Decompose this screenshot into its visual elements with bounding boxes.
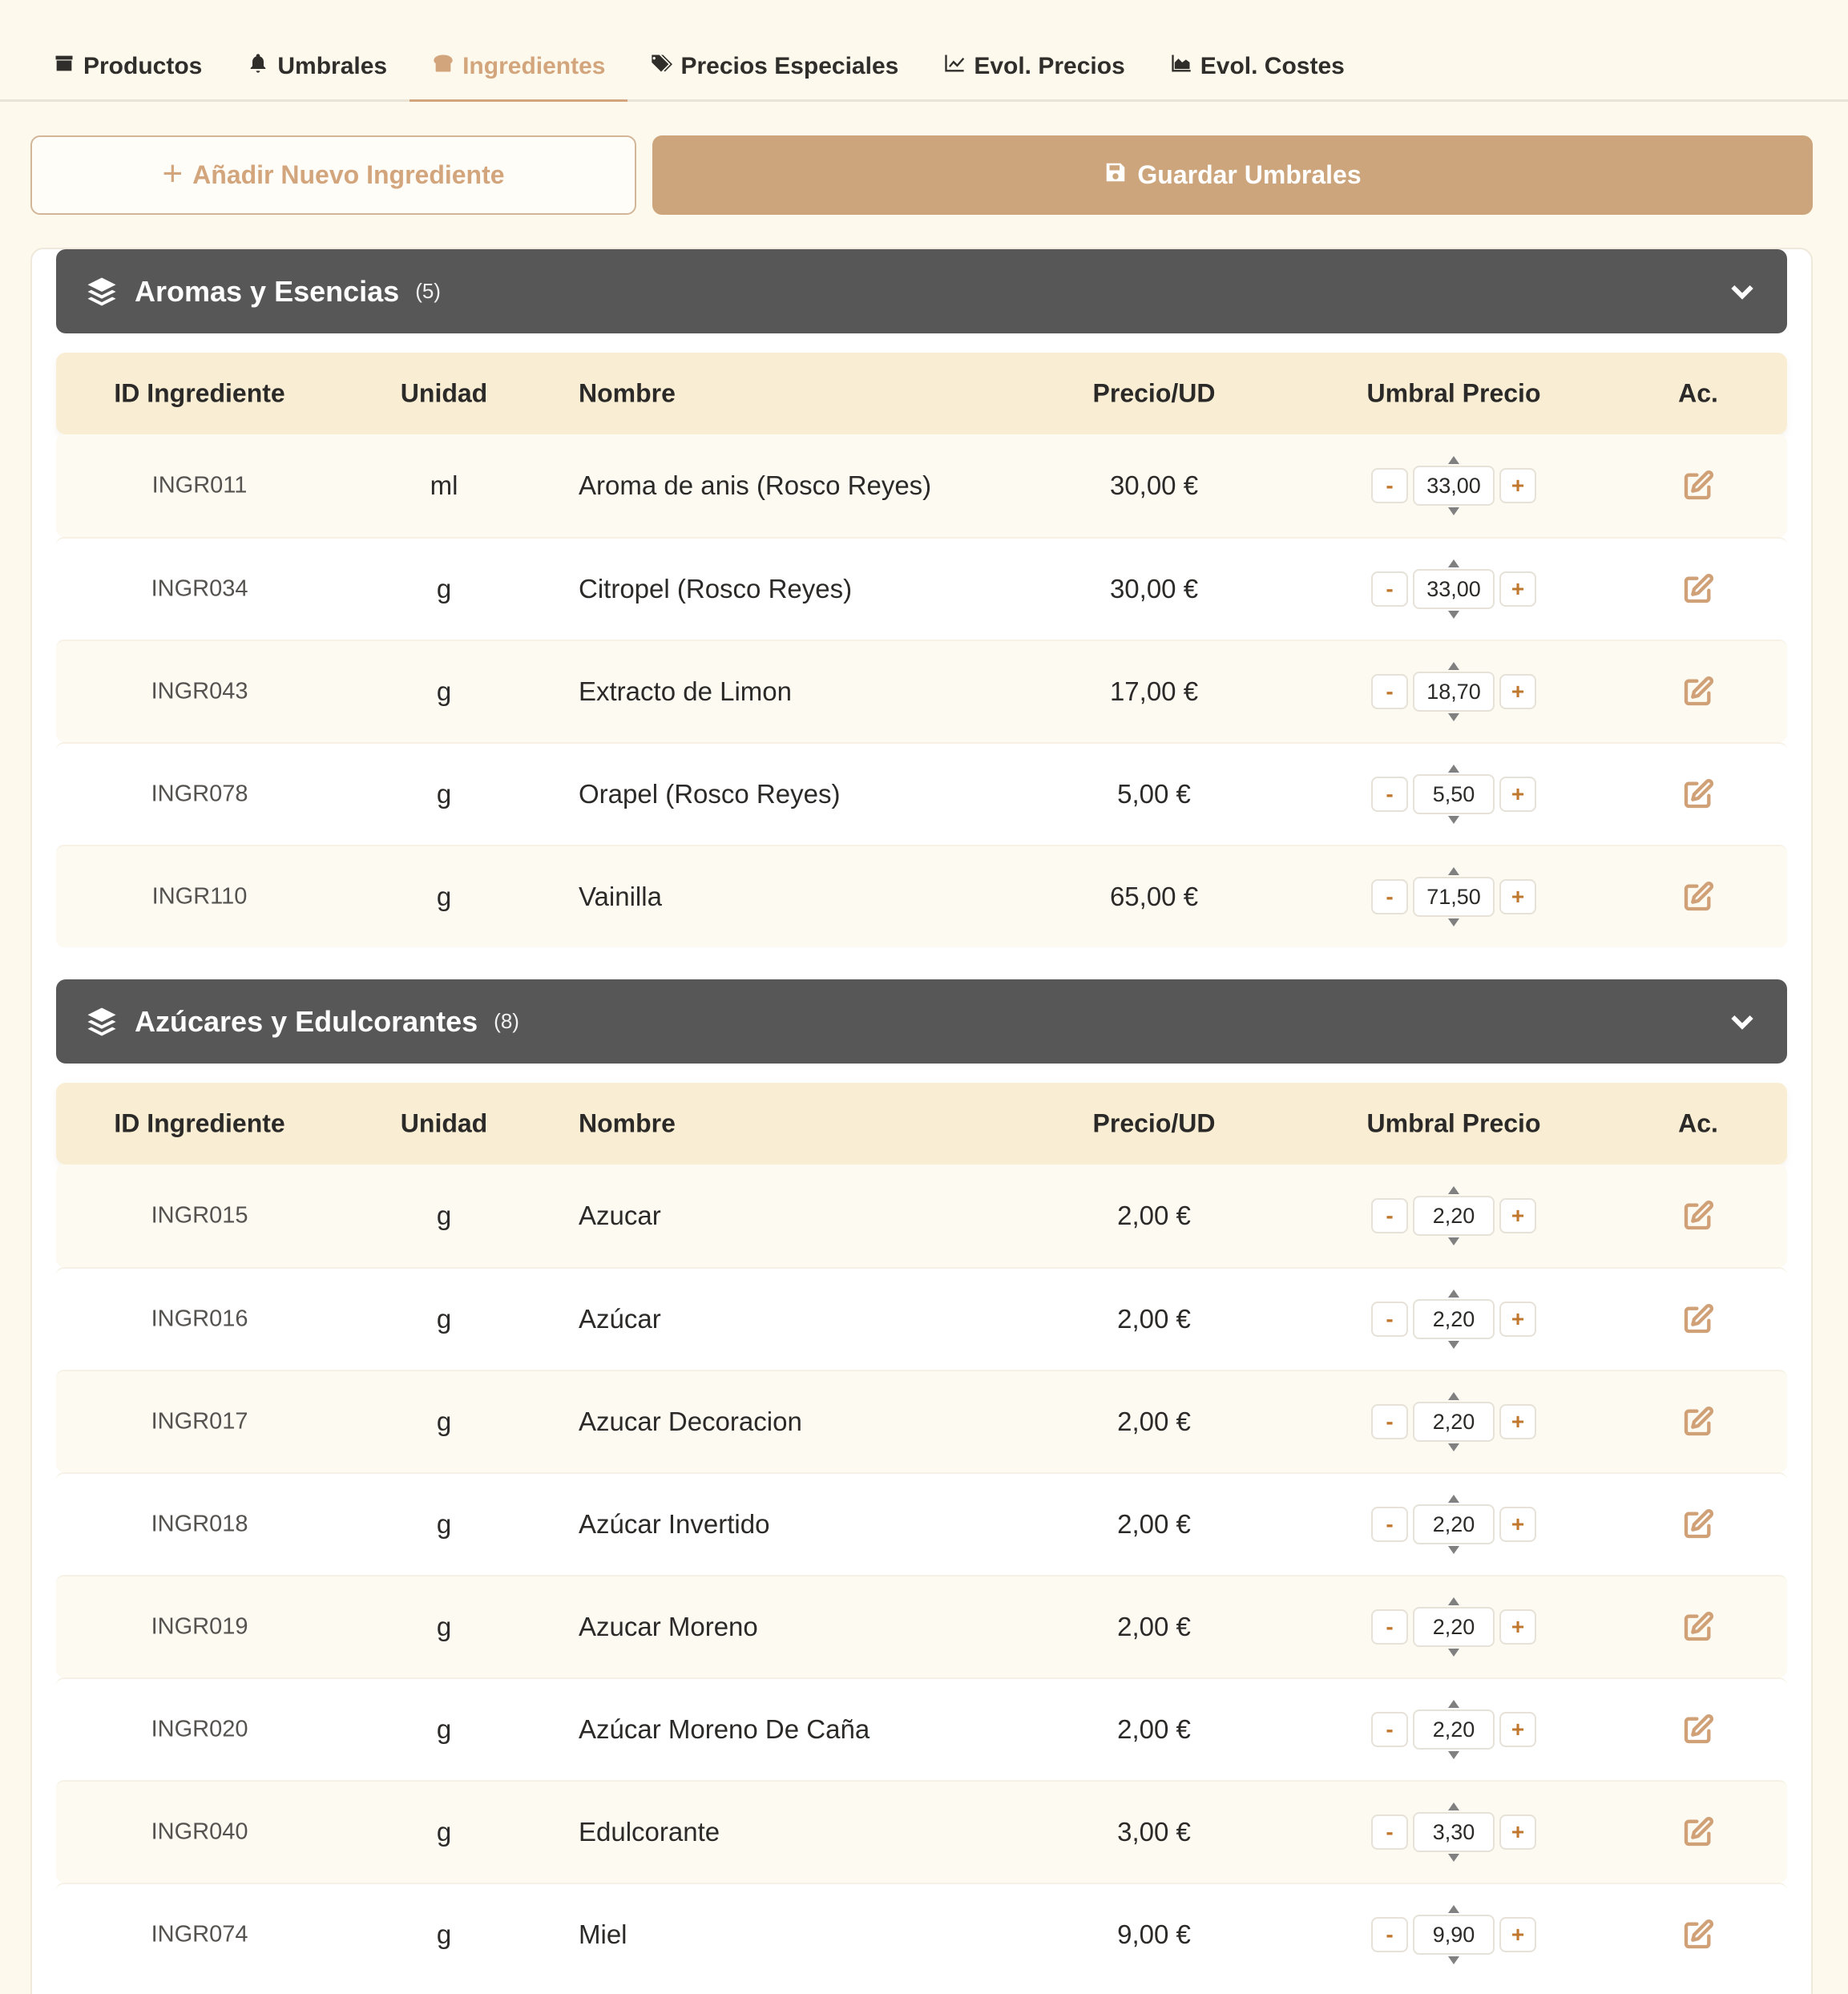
ingredient-name: Azucar Moreno bbox=[579, 1612, 758, 1641]
table-row: INGR078 g Orapel (Rosco Reyes) 5,00 € - 5,50 + bbox=[56, 742, 1787, 845]
spin-up-icon[interactable] bbox=[1448, 1905, 1459, 1913]
threshold-input[interactable] bbox=[1413, 1402, 1495, 1442]
tags-icon bbox=[650, 52, 672, 81]
threshold-input[interactable] bbox=[1413, 1196, 1495, 1236]
edit-icon bbox=[1682, 573, 1714, 605]
table-row: INGR015 g Azucar 2,00 € - 2,20 + bbox=[56, 1165, 1787, 1267]
spin-down-icon[interactable] bbox=[1448, 1751, 1459, 1759]
threshold-input[interactable] bbox=[1413, 1607, 1495, 1647]
ingredient-name: Citropel (Rosco Reyes) bbox=[579, 574, 853, 603]
increment-button[interactable]: + bbox=[1499, 879, 1536, 914]
add-ingredient-button[interactable] bbox=[30, 135, 636, 215]
spin-down-icon[interactable] bbox=[1448, 1341, 1459, 1349]
add-ingredient-label: Añadir Nuevo Ingrediente bbox=[192, 160, 505, 189]
spin-up-icon[interactable] bbox=[1448, 662, 1459, 670]
threshold-input[interactable] bbox=[1413, 672, 1495, 712]
increment-button[interactable]: + bbox=[1499, 1609, 1536, 1645]
increment-button[interactable]: + bbox=[1499, 468, 1536, 503]
table-row: INGR016 g Azúcar 2,00 € - 2,20 + bbox=[56, 1267, 1787, 1370]
table-row: INGR074 g Miel 9,00 € - 9,90 + bbox=[56, 1883, 1787, 1985]
table-row: INGR040 g Edulcorante 3,00 € - 3,30 + bbox=[56, 1780, 1787, 1883]
tab-label: Productos bbox=[83, 53, 203, 79]
spin-down-icon[interactable] bbox=[1448, 1854, 1459, 1862]
table-header: ID Ingrediente Unidad Nombre Precio/UD Umbral Precio Ac. bbox=[56, 1083, 1787, 1165]
col-name: Nombre bbox=[579, 1108, 676, 1138]
threshold-input[interactable] bbox=[1413, 774, 1495, 814]
edit-icon bbox=[1682, 1919, 1714, 1951]
increment-button[interactable]: + bbox=[1499, 1198, 1536, 1233]
layers-icon bbox=[85, 1005, 119, 1039]
increment-button[interactable]: + bbox=[1499, 571, 1536, 607]
edit-icon bbox=[1682, 1816, 1714, 1848]
chevron-down-icon[interactable] bbox=[1726, 275, 1758, 307]
edit-icon bbox=[1682, 1406, 1714, 1438]
table-header: ID Ingrediente Unidad Nombre Precio/UD Umbral Precio Ac. bbox=[56, 353, 1787, 434]
increment-button[interactable]: + bbox=[1499, 1404, 1536, 1439]
increment-button[interactable]: + bbox=[1499, 1712, 1536, 1747]
edit-icon bbox=[1682, 676, 1714, 708]
decrement-button[interactable]: - bbox=[1371, 571, 1408, 607]
threshold-input[interactable] bbox=[1413, 877, 1495, 917]
category-header[interactable] bbox=[56, 979, 1787, 1064]
category-title: Azúcares y Edulcorantes bbox=[135, 1004, 478, 1038]
table-row: INGR019 g Azucar Moreno 2,00 € - 2,20 + bbox=[56, 1575, 1787, 1677]
ingredient-name: Extracto de Limon bbox=[579, 676, 792, 706]
spin-down-icon[interactable] bbox=[1448, 1649, 1459, 1657]
table-row: INGR110 g Vainilla 65,00 € - 71,50 + bbox=[56, 845, 1787, 947]
threshold-input[interactable] bbox=[1413, 1504, 1495, 1544]
category-count: (5) bbox=[415, 279, 441, 303]
line-chart-icon bbox=[943, 52, 966, 81]
ingredient-name: Vainilla bbox=[579, 882, 662, 911]
decrement-button[interactable]: - bbox=[1371, 1712, 1408, 1747]
increment-button[interactable]: + bbox=[1499, 1917, 1536, 1952]
threshold-value: 2,20 bbox=[1432, 1512, 1475, 1536]
spin-down-icon[interactable] bbox=[1448, 713, 1459, 721]
table-row: INGR020 g Azúcar Moreno De Caña 2,00 € - 2,20 + bbox=[56, 1677, 1787, 1780]
threshold-value: 33,00 bbox=[1426, 473, 1481, 498]
category-section bbox=[56, 249, 1787, 947]
spin-up-icon[interactable] bbox=[1448, 1186, 1459, 1194]
tab-label: Ingredientes bbox=[462, 53, 606, 79]
spin-down-icon[interactable] bbox=[1448, 1443, 1459, 1451]
spin-up-icon[interactable] bbox=[1448, 1597, 1459, 1605]
edit-icon bbox=[1682, 1508, 1714, 1540]
threshold-value: 5,50 bbox=[1432, 781, 1475, 806]
save-thresholds-button[interactable] bbox=[652, 135, 1813, 215]
ingredient-name: Azúcar bbox=[579, 1304, 661, 1334]
spin-up-icon[interactable] bbox=[1448, 867, 1459, 875]
increment-button[interactable]: + bbox=[1499, 1302, 1536, 1337]
threshold-value: 3,30 bbox=[1432, 1819, 1475, 1844]
decrement-button[interactable]: - bbox=[1371, 674, 1408, 709]
table-row: INGR043 g Extracto de Limon 17,00 € - 18,70 + bbox=[56, 640, 1787, 742]
tab-label: Evol. Precios bbox=[974, 53, 1125, 79]
spin-down-icon[interactable] bbox=[1448, 1956, 1459, 1964]
increment-button[interactable]: + bbox=[1499, 1814, 1536, 1850]
ingredient-name: Edulcorante bbox=[579, 1817, 720, 1847]
edit-icon bbox=[1682, 778, 1714, 810]
decrement-button[interactable]: - bbox=[1371, 879, 1408, 914]
spin-up-icon[interactable] bbox=[1448, 456, 1459, 464]
nav-tabs bbox=[0, 0, 1848, 102]
table-row: INGR017 g Azucar Decoracion 2,00 € - 2,20 + bbox=[56, 1370, 1787, 1472]
tab-evol-precios[interactable] bbox=[921, 34, 1147, 99]
threshold-value: 2,20 bbox=[1432, 1717, 1475, 1742]
threshold-input[interactable] bbox=[1413, 1812, 1495, 1852]
table-row: INGR018 g Azúcar Invertido 2,00 € - 2,20 + bbox=[56, 1472, 1787, 1575]
layers-icon bbox=[85, 275, 119, 309]
tab-evol-costes[interactable] bbox=[1148, 34, 1367, 99]
category-header[interactable] bbox=[56, 249, 1787, 333]
ingredient-name: Azúcar Invertido bbox=[579, 1509, 770, 1539]
decrement-button[interactable]: - bbox=[1371, 1917, 1408, 1952]
tab-productos[interactable] bbox=[30, 34, 224, 99]
decrement-button[interactable]: - bbox=[1371, 1198, 1408, 1233]
tab-ingredientes[interactable] bbox=[410, 34, 627, 99]
threshold-input[interactable] bbox=[1413, 569, 1495, 609]
table-body bbox=[56, 1165, 1787, 1985]
spin-down-icon[interactable] bbox=[1448, 507, 1459, 515]
threshold-value: 18,70 bbox=[1426, 679, 1481, 704]
edit-icon bbox=[1682, 1200, 1714, 1232]
threshold-value: 2,20 bbox=[1432, 1306, 1475, 1331]
edit-icon bbox=[1682, 470, 1714, 502]
threshold-input[interactable] bbox=[1413, 1915, 1495, 1955]
threshold-input[interactable] bbox=[1413, 1299, 1495, 1339]
ingredient-name: Orapel (Rosco Reyes) bbox=[579, 779, 841, 809]
spin-up-icon[interactable] bbox=[1448, 1392, 1459, 1400]
ingredient-name: Miel bbox=[579, 1919, 627, 1949]
threshold-value: 71,50 bbox=[1426, 884, 1481, 909]
decrement-button[interactable]: - bbox=[1371, 1302, 1408, 1337]
box-icon bbox=[53, 52, 75, 81]
tab-label: Umbrales bbox=[277, 53, 388, 79]
tab-label: Precios Especiales bbox=[680, 53, 899, 79]
ingredient-name: Azucar bbox=[579, 1201, 661, 1230]
threshold-input[interactable] bbox=[1413, 1709, 1495, 1750]
tab-umbrales[interactable] bbox=[224, 34, 410, 99]
spin-down-icon[interactable] bbox=[1448, 1546, 1459, 1554]
bread-icon bbox=[432, 52, 454, 81]
area-chart-icon bbox=[1170, 52, 1192, 81]
threshold-value: 2,20 bbox=[1432, 1409, 1475, 1434]
floppy-disk-icon bbox=[1104, 160, 1128, 191]
edit-icon bbox=[1682, 1303, 1714, 1335]
decrement-button[interactable]: - bbox=[1371, 468, 1408, 503]
increment-button[interactable]: + bbox=[1499, 1507, 1536, 1542]
threshold-value: 2,20 bbox=[1432, 1614, 1475, 1639]
increment-button[interactable]: + bbox=[1499, 674, 1536, 709]
spin-up-icon[interactable] bbox=[1448, 1290, 1459, 1298]
tab-precios-especiales[interactable] bbox=[627, 34, 921, 99]
ingredient-name: Azucar Decoracion bbox=[579, 1407, 802, 1436]
spin-down-icon[interactable] bbox=[1448, 918, 1459, 926]
category-count: (8) bbox=[494, 1009, 519, 1033]
threshold-value: 9,90 bbox=[1432, 1922, 1475, 1947]
plus-icon: + bbox=[162, 153, 184, 193]
spin-up-icon[interactable] bbox=[1448, 1802, 1459, 1810]
spin-up-icon[interactable] bbox=[1448, 1495, 1459, 1503]
threshold-value: 33,00 bbox=[1426, 576, 1481, 601]
table-row: INGR034 g Citropel (Rosco Reyes) 30,00 € - 33,00 + bbox=[56, 537, 1787, 640]
decrement-button[interactable]: - bbox=[1371, 1814, 1408, 1850]
table-body bbox=[56, 434, 1787, 947]
decrement-button[interactable]: - bbox=[1371, 1404, 1408, 1439]
spin-up-icon[interactable] bbox=[1448, 559, 1459, 567]
table-row: INGR011 ml Aroma de anis (Rosco Reyes) 30,00 € - 33,00 + bbox=[56, 434, 1787, 537]
threshold-input[interactable] bbox=[1413, 466, 1495, 506]
chevron-down-icon[interactable] bbox=[1726, 1005, 1758, 1037]
edit-icon bbox=[1682, 1713, 1714, 1746]
increment-button[interactable]: + bbox=[1499, 777, 1536, 812]
ingredient-name: Azúcar Moreno De Caña bbox=[579, 1714, 870, 1744]
edit-icon bbox=[1682, 1611, 1714, 1643]
decrement-button[interactable]: - bbox=[1371, 777, 1408, 812]
category-section bbox=[56, 979, 1787, 1985]
spin-down-icon[interactable] bbox=[1448, 816, 1459, 824]
spin-down-icon[interactable] bbox=[1448, 611, 1459, 619]
save-thresholds-label: Guardar Umbrales bbox=[1137, 160, 1362, 189]
spin-up-icon[interactable] bbox=[1448, 1700, 1459, 1708]
col-name: Nombre bbox=[579, 378, 676, 408]
spin-down-icon[interactable] bbox=[1448, 1237, 1459, 1245]
spin-up-icon[interactable] bbox=[1448, 765, 1459, 773]
bell-icon bbox=[247, 52, 269, 81]
ingredient-name: Aroma de anis (Rosco Reyes) bbox=[579, 470, 932, 500]
decrement-button[interactable]: - bbox=[1371, 1507, 1408, 1542]
edit-icon bbox=[1682, 881, 1714, 913]
category-title: Aromas y Esencias bbox=[135, 274, 400, 308]
decrement-button[interactable]: - bbox=[1371, 1609, 1408, 1645]
tab-label: Evol. Costes bbox=[1200, 53, 1345, 79]
threshold-value: 2,20 bbox=[1432, 1203, 1475, 1228]
